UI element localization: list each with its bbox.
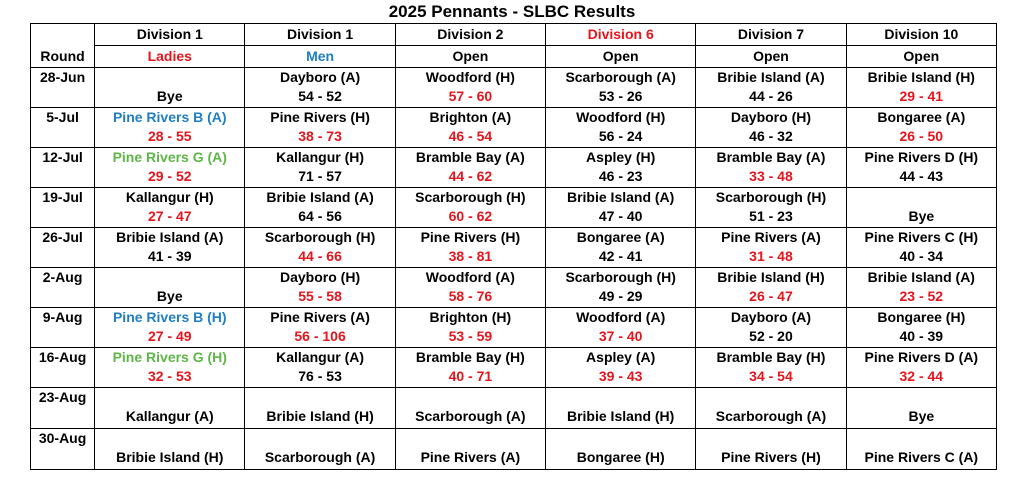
round-date: 9-Aug xyxy=(42,309,83,325)
opponent-team: Pine Rivers C (H) xyxy=(864,229,979,245)
result-cell xyxy=(95,429,245,470)
round-date-cell xyxy=(31,228,95,268)
round-date: 28-Jun xyxy=(40,69,86,85)
result-cell xyxy=(846,348,996,388)
result-cell xyxy=(546,268,696,308)
result-cell xyxy=(846,429,996,470)
result-cell xyxy=(696,68,846,108)
opponent-team: Scarborough (H) xyxy=(415,189,526,205)
round-date-cell xyxy=(31,308,95,348)
result-cell xyxy=(846,388,996,429)
opponent-team: Bongaree (A) xyxy=(576,229,665,245)
fixture-text: Kallangur (A) xyxy=(125,408,214,424)
result-cell xyxy=(245,348,395,388)
opponent-team: Brighton (A) xyxy=(429,109,512,125)
fixture-text: Scarborough (A) xyxy=(264,449,376,465)
result-cell xyxy=(245,108,395,148)
result-cell xyxy=(696,348,846,388)
result-cell xyxy=(245,68,395,108)
match-score: 39 - 43 xyxy=(598,368,643,384)
table-row xyxy=(31,228,997,268)
result-cell xyxy=(95,228,245,268)
match-score: 53 - 59 xyxy=(448,328,493,344)
round-date: 5-Jul xyxy=(46,109,79,125)
match-score: 49 - 29 xyxy=(598,288,643,304)
opponent-team: Bribie Island (A) xyxy=(116,229,224,245)
opponent-team: Bramble Bay (H) xyxy=(716,349,826,365)
result-cell xyxy=(95,308,245,348)
round-date: 2-Aug xyxy=(42,269,83,285)
result-cell xyxy=(395,108,545,148)
result-cell xyxy=(245,429,395,470)
opponent-team: Pine Rivers (H) xyxy=(420,229,521,245)
division-type-header: Open xyxy=(546,46,696,68)
match-score: 46 - 54 xyxy=(448,128,493,144)
fixture-text: Bribie Island (H) xyxy=(566,408,675,424)
opponent-team: Bribie Island (H) xyxy=(717,269,825,285)
fixture-text: Pine Rivers C (A) xyxy=(864,449,979,465)
round-date: 16-Aug xyxy=(38,349,87,365)
match-score: 44 - 62 xyxy=(448,168,493,184)
result-cell xyxy=(546,68,696,108)
match-score: 32 - 44 xyxy=(899,368,944,384)
fixture-text: Scarborough (A) xyxy=(415,408,526,424)
opponent-team: Pine Rivers (A) xyxy=(270,309,370,325)
result-cell xyxy=(546,148,696,188)
match-score: 40 - 71 xyxy=(448,368,493,384)
result-cell xyxy=(395,188,545,228)
match-score: 53 - 26 xyxy=(598,88,643,104)
match-score: 57 - 60 xyxy=(448,88,493,104)
fixture-text: Bye xyxy=(156,88,183,104)
result-cell xyxy=(546,108,696,148)
fixture-text: Bye xyxy=(156,288,183,304)
result-cell xyxy=(395,148,545,188)
round-header: Round xyxy=(31,46,95,68)
match-score: 54 - 52 xyxy=(298,88,342,104)
match-score: 44 - 26 xyxy=(749,88,793,104)
match-score: 64 - 56 xyxy=(298,208,342,224)
opponent-team: Dayboro (A) xyxy=(280,69,361,85)
round-date-cell xyxy=(31,429,95,470)
result-cell xyxy=(95,268,245,308)
match-score: 40 - 39 xyxy=(899,328,944,344)
match-score: 38 - 73 xyxy=(298,128,342,144)
result-cell xyxy=(395,308,545,348)
result-cell xyxy=(546,188,696,228)
round-date-cell xyxy=(31,348,95,388)
result-cell xyxy=(846,188,996,228)
opponent-team: Bramble Bay (H) xyxy=(415,349,525,365)
match-score: 55 - 58 xyxy=(298,288,342,304)
result-cell xyxy=(846,268,996,308)
table-row xyxy=(31,108,997,148)
result-cell xyxy=(696,228,846,268)
division-type-header: Open xyxy=(846,46,996,68)
match-score: 26 - 47 xyxy=(749,288,793,304)
division-name-header: Division 1 xyxy=(245,24,395,46)
result-cell xyxy=(696,429,846,470)
match-score: 32 - 53 xyxy=(147,368,192,384)
page-title: 2025 Pennants - SLBC Results xyxy=(388,2,636,21)
result-cell xyxy=(245,268,395,308)
fixture-text: Bongaree (H) xyxy=(576,449,665,465)
table-row xyxy=(31,268,997,308)
opponent-team: Pine Rivers B (A) xyxy=(112,109,227,125)
match-score: 28 - 55 xyxy=(147,128,192,144)
opponent-team: Bribie Island (H) xyxy=(867,69,975,85)
opponent-team: Scarborough (H) xyxy=(565,269,676,285)
round-date-cell xyxy=(31,148,95,188)
opponent-team: Bongaree (H) xyxy=(877,309,966,325)
fixture-text: Pine Rivers (A) xyxy=(420,449,521,465)
division-name-header: Division 1 xyxy=(95,24,245,46)
table-row xyxy=(31,308,997,348)
results-table xyxy=(30,23,997,470)
division-name-header: Division 6 xyxy=(546,24,696,46)
result-cell xyxy=(95,348,245,388)
opponent-team: Kallangur (H) xyxy=(276,149,365,165)
result-cell xyxy=(546,228,696,268)
round-date: 19-Jul xyxy=(42,189,83,205)
result-cell xyxy=(546,348,696,388)
result-cell xyxy=(846,308,996,348)
match-score: 60 - 62 xyxy=(448,208,493,224)
match-score: 23 - 52 xyxy=(899,288,944,304)
match-score: 56 - 24 xyxy=(598,128,643,144)
result-cell xyxy=(245,308,395,348)
opponent-team: Bribie Island (A) xyxy=(266,189,374,205)
result-cell xyxy=(846,108,996,148)
opponent-team: Woodford (H) xyxy=(425,69,515,85)
match-score: 46 - 32 xyxy=(749,128,793,144)
round-date: 26-Jul xyxy=(42,229,83,245)
round-date-cell xyxy=(31,388,95,429)
opponent-team: Pine Rivers B (H) xyxy=(112,309,227,325)
opponent-team: Woodford (A) xyxy=(576,309,666,325)
header-row-division xyxy=(31,24,997,46)
match-score: 29 - 41 xyxy=(899,88,944,104)
opponent-team: Kallangur (A) xyxy=(276,349,365,365)
match-score: 51 - 23 xyxy=(749,208,793,224)
result-cell xyxy=(846,228,996,268)
result-cell xyxy=(696,108,846,148)
fixture-text: Pine Rivers (H) xyxy=(721,449,821,465)
result-cell xyxy=(95,388,245,429)
result-cell xyxy=(395,388,545,429)
opponent-team: Dayboro (H) xyxy=(730,109,812,125)
opponent-team: Aspley (H) xyxy=(586,149,656,165)
opponent-team: Pine Rivers (H) xyxy=(270,109,370,125)
match-score: 52 - 20 xyxy=(749,328,793,344)
round-date: 23-Aug xyxy=(38,389,87,405)
result-cell xyxy=(95,68,245,108)
result-cell xyxy=(696,148,846,188)
result-cell xyxy=(846,68,996,108)
opponent-team: Dayboro (A) xyxy=(730,309,812,325)
opponent-team: Bongaree (A) xyxy=(877,109,966,125)
division-type-header: Open xyxy=(696,46,846,68)
result-cell xyxy=(696,388,846,429)
fixture-text: Scarborough (A) xyxy=(715,408,827,424)
result-cell xyxy=(395,228,545,268)
division-name-header: Division 10 xyxy=(846,24,996,46)
match-score: 40 - 34 xyxy=(899,248,944,264)
match-score: 71 - 57 xyxy=(298,168,342,184)
opponent-team: Pine Rivers G (A) xyxy=(112,149,227,165)
opponent-team: Bribie Island (A) xyxy=(566,189,675,205)
match-score: 41 - 39 xyxy=(147,248,192,264)
table-row xyxy=(31,429,997,470)
table-row xyxy=(31,388,997,429)
opponent-team: Bramble Bay (A) xyxy=(716,149,826,165)
division-name-header: Division 2 xyxy=(395,24,545,46)
opponent-team: Pine Rivers D (H) xyxy=(864,149,979,165)
table-row xyxy=(31,188,997,228)
result-cell xyxy=(95,188,245,228)
result-cell xyxy=(846,148,996,188)
opponent-team: Brighton (H) xyxy=(429,309,512,325)
match-score: 26 - 50 xyxy=(899,128,944,144)
table-row xyxy=(31,148,997,188)
opponent-team: Kallangur (H) xyxy=(125,189,214,205)
division-type-header: Men xyxy=(245,46,395,68)
round-date-cell xyxy=(31,188,95,228)
fixture-text: Bye xyxy=(908,408,935,424)
match-score: 38 - 81 xyxy=(448,248,493,264)
match-score: 34 - 54 xyxy=(749,368,793,384)
fixture-text: Bye xyxy=(908,208,935,224)
opponent-team: Scarborough (A) xyxy=(565,69,676,85)
division-type-header: Ladies xyxy=(95,46,245,68)
result-cell xyxy=(245,148,395,188)
round-date-cell xyxy=(31,108,95,148)
opponent-team: Pine Rivers D (A) xyxy=(864,349,979,365)
match-score: 37 - 40 xyxy=(598,328,643,344)
opponent-team: Dayboro (H) xyxy=(280,269,361,285)
header-row-type xyxy=(31,46,997,68)
opponent-team: Scarborough (H) xyxy=(715,189,827,205)
result-cell xyxy=(395,348,545,388)
result-cell xyxy=(245,188,395,228)
match-score: 46 - 23 xyxy=(598,168,643,184)
division-name-header: Division 7 xyxy=(696,24,846,46)
result-cell xyxy=(395,268,545,308)
match-score: 33 - 48 xyxy=(749,168,793,184)
opponent-team: Woodford (A) xyxy=(425,269,515,285)
result-cell xyxy=(696,188,846,228)
result-cell xyxy=(696,308,846,348)
table-row xyxy=(31,348,997,388)
match-score: 44 - 66 xyxy=(298,248,342,264)
result-cell xyxy=(546,429,696,470)
opponent-team: Woodford (H) xyxy=(576,109,666,125)
match-score: 29 - 52 xyxy=(147,168,192,184)
match-score: 44 - 43 xyxy=(899,168,944,184)
division-type-header: Open xyxy=(395,46,545,68)
table-row xyxy=(31,68,997,108)
result-cell xyxy=(696,268,846,308)
opponent-team: Pine Rivers G (H) xyxy=(112,349,227,365)
match-score: 27 - 49 xyxy=(147,328,192,344)
fixture-text: Bribie Island (H) xyxy=(266,408,374,424)
match-score: 47 - 40 xyxy=(598,208,643,224)
round-date: 30-Aug xyxy=(38,430,87,446)
result-cell xyxy=(395,68,545,108)
match-score: 42 - 41 xyxy=(598,248,643,264)
result-cell xyxy=(546,388,696,429)
result-cell xyxy=(95,148,245,188)
result-cell xyxy=(95,108,245,148)
opponent-team: Pine Rivers (A) xyxy=(721,229,821,245)
result-cell xyxy=(395,429,545,470)
round-header-blank xyxy=(31,24,95,46)
round-date-cell xyxy=(31,68,95,108)
match-score: 58 - 76 xyxy=(448,288,493,304)
opponent-team: Bramble Bay (A) xyxy=(415,149,525,165)
result-cell xyxy=(245,228,395,268)
opponent-team: Bribie Island (A) xyxy=(867,269,975,285)
match-score: 56 - 106 xyxy=(294,328,346,344)
match-score: 76 - 53 xyxy=(298,368,342,384)
opponent-team: Bribie Island (A) xyxy=(717,69,825,85)
rounds-body xyxy=(31,68,997,470)
result-cell xyxy=(245,388,395,429)
opponent-team: Scarborough (H) xyxy=(264,229,376,245)
round-date-cell xyxy=(31,268,95,308)
result-cell xyxy=(546,308,696,348)
match-score: 31 - 48 xyxy=(749,248,793,264)
opponent-team: Aspley (A) xyxy=(586,349,656,365)
match-score: 27 - 47 xyxy=(147,208,192,224)
round-date: 12-Jul xyxy=(42,149,83,165)
fixture-text: Bribie Island (H) xyxy=(116,449,224,465)
